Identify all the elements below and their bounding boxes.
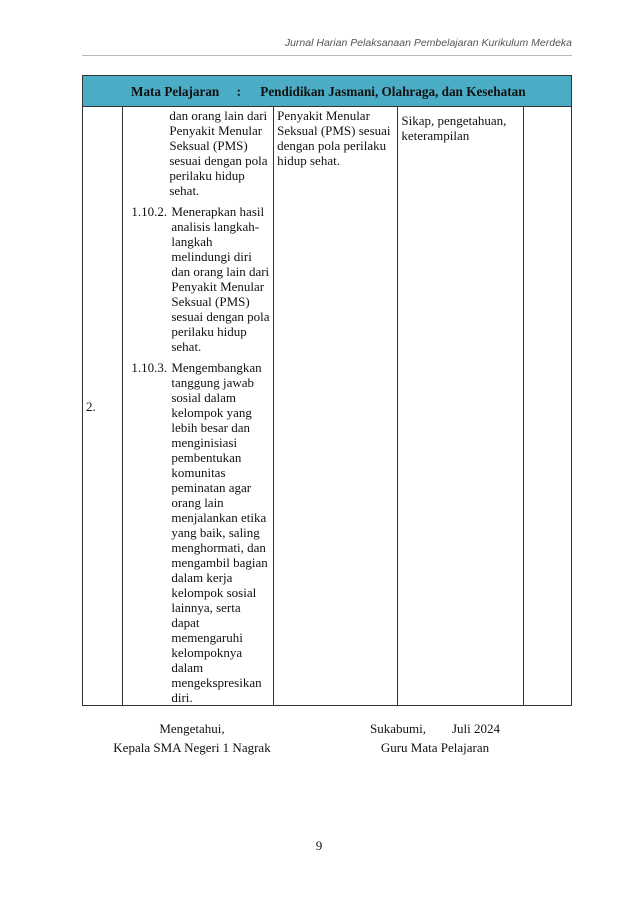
table-row	[83, 107, 572, 706]
indicator-item	[123, 204, 273, 354]
running-header: Jurnal Harian Pelaksanaan Pembelajaran Kurikulum Merdeka	[284, 37, 572, 49]
subject-value: Pendidikan Jasmani, Olahraga, dan Kesehatan	[260, 83, 526, 99]
material-cell	[274, 107, 398, 706]
subject-header-row	[83, 76, 572, 107]
extra-cell	[524, 107, 572, 706]
teacher-signature-block	[360, 719, 510, 757]
subject-header-cell	[83, 76, 572, 107]
principal-title: Kepala SMA Negeri 1 Nagrak	[113, 740, 271, 755]
teacher-title: Guru Mata Pelajaran	[380, 740, 490, 755]
indicator-text: Menerapkan hasil analisis langkah-langkah melindungi diri dan orang lain dari Penyakit Menular Seksual (PMS) sesuai dengan pola perilaku hidup sehat.	[171, 204, 270, 354]
city-label: Sukabumi,	[369, 721, 426, 736]
date-label: Juli 2024	[451, 721, 501, 736]
evaluation-text: Sikap, pengetahuan, keterampilan	[401, 113, 507, 143]
row-number: 2.	[83, 107, 123, 706]
place-date-line	[360, 719, 510, 738]
indicator-number: 1.10.3.	[131, 360, 168, 375]
header-rule	[82, 55, 572, 56]
page-number: 9	[315, 838, 323, 853]
indicator-continuation: dan orang lain dari Penyakit Menular Seksual (PMS) sesuai dengan pola perilaku hidup sehat.	[169, 108, 268, 198]
indicator-number: 1.10.2.	[131, 204, 168, 219]
indicator-cell	[123, 107, 274, 706]
journal-table	[82, 75, 572, 706]
indicator-item	[123, 360, 273, 705]
material-text: Penyakit Menular Seksual (PMS) sesuai dengan pola perilaku hidup sehat.	[277, 108, 391, 168]
evaluation-cell	[398, 107, 524, 706]
subject-label: Mata Pelajaran	[131, 83, 220, 99]
acknowledgement-label: Mengetahui,	[159, 721, 225, 736]
principal-signature-block	[102, 719, 282, 757]
indicator-text: Mengembangkan tanggung jawab sosial dalam kelompok yang lebih besar dan menginisiasi pembentukan komunitas peminatan agar orang lain menjalankan etika yang baik, saling menghormati, dan mengambil bagian dalam kerja kelompok sosial lainnya, serta dapat memengaruhi kelompoknya dalam mengekspresikan diri.	[171, 360, 268, 705]
subject-colon: :	[236, 83, 241, 99]
